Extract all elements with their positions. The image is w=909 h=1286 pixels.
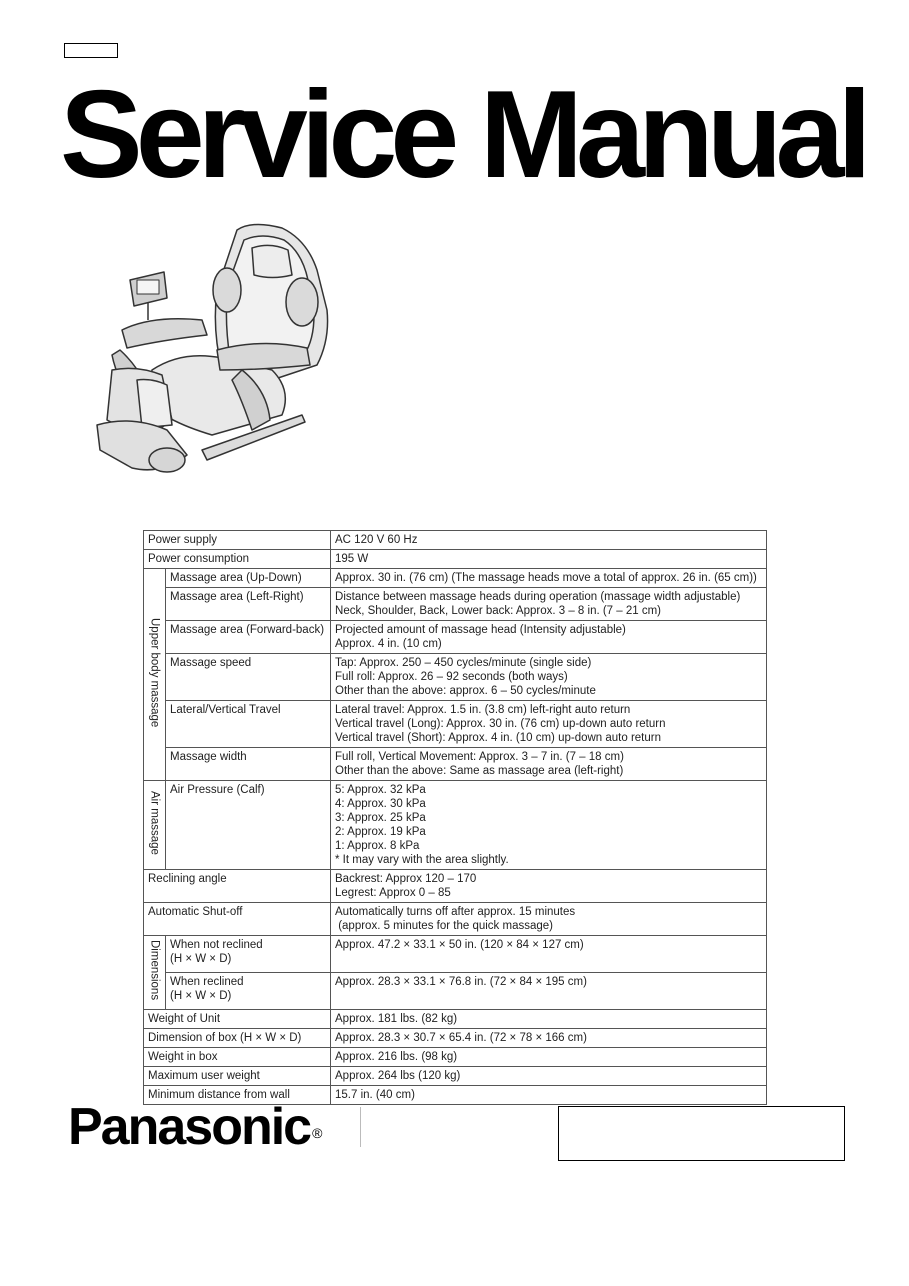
model-number-box [64, 43, 118, 58]
page-title: Service Manual [60, 66, 865, 204]
table-row [144, 903, 767, 936]
table-row [144, 1048, 767, 1067]
spec-value: Distance between massage heads during operation (massage width adjustable) Neck, Shoulder, Back, Lower back: Approx. 3 – 8 in. (7 – 21 cm) [331, 588, 767, 621]
spec-label: When not reclined (H × W × D) [166, 936, 331, 973]
table-row [144, 1067, 767, 1086]
table-row [144, 870, 767, 903]
spec-label: Air Pressure (Calf) [166, 781, 331, 870]
air-massage-group-label: Air massage [144, 781, 166, 870]
spec-value: Approx. 47.2 × 33.1 × 50 in. (120 × 84 × 127 cm) [331, 936, 767, 973]
table-row [144, 621, 767, 654]
spec-value: 5: Approx. 32 kPa 4: Approx. 30 kPa 3: Approx. 25 kPa 2: Approx. 19 kPa 1: Approx. 8 kPa * It may vary with the area slightly. [331, 781, 767, 870]
spec-value: 15.7 in. (40 cm) [331, 1086, 767, 1105]
table-row [144, 701, 767, 748]
spec-value: Approx. 30 in. (76 cm) (The massage heads move a total of approx. 26 in. (65 cm)) [331, 569, 767, 588]
spec-value: Automatically turns off after approx. 15 minutes (approx. 5 minutes for the quick massage) [331, 903, 767, 936]
spec-label: Power supply [144, 531, 331, 550]
spec-label: Dimension of box (H × W × D) [144, 1029, 331, 1048]
spec-value: Tap: Approx. 250 – 450 cycles/minute (single side) Full roll: Approx. 26 – 92 seconds (both ways) Other than the above: approx. 6 – 50 cycles/minute [331, 654, 767, 701]
spec-value: 195 W [331, 550, 767, 569]
table-row [144, 588, 767, 621]
spec-value: Approx. 181 lbs. (82 kg) [331, 1010, 767, 1029]
logo-divider [360, 1107, 361, 1147]
specifications-table [143, 530, 767, 1105]
panasonic-logo: Panasonic ® [68, 1098, 323, 1156]
dimensions-group-label: Dimensions [144, 936, 166, 1010]
order-number-box [558, 1106, 845, 1161]
table-row [144, 654, 767, 701]
table-row [144, 550, 767, 569]
table-row [144, 748, 767, 781]
table-row [144, 936, 767, 973]
spec-value: Approx. 28.3 × 30.7 × 65.4 in. (72 × 78 × 166 cm) [331, 1029, 767, 1048]
spec-label: Power consumption [144, 550, 331, 569]
spec-label: Weight of Unit [144, 1010, 331, 1029]
spec-value: Full roll, Vertical Movement: Approx. 3 – 7 in. (7 – 18 cm) Other than the above: Same as massage area (left-right) [331, 748, 767, 781]
table-row [144, 569, 767, 588]
spec-label: Massage area (Left-Right) [166, 588, 331, 621]
spec-value: Lateral travel: Approx. 1.5 in. (3.8 cm) left-right auto return Vertical travel (Long): Approx. 30 in. (76 cm) up-down auto return Vertical travel (Short): Approx. 4 in. (10 cm) up-down auto return [331, 701, 767, 748]
spec-label: Maximum user weight [144, 1067, 331, 1086]
table-row [144, 1029, 767, 1048]
spec-label: When reclined (H × W × D) [166, 973, 331, 1010]
spec-value: AC 120 V 60 Hz [331, 531, 767, 550]
spec-value: Approx. 264 lbs (120 kg) [331, 1067, 767, 1086]
massage-chair-illustration [92, 220, 337, 485]
table-row [144, 973, 767, 1010]
spec-label: Massage width [166, 748, 331, 781]
table-row [144, 781, 767, 870]
spec-value: Approx. 216 lbs. (98 kg) [331, 1048, 767, 1067]
spec-value: Backrest: Approx 120 – 170 Legrest: Approx 0 – 85 [331, 870, 767, 903]
spec-label: Massage area (Forward-back) [166, 621, 331, 654]
upper-body-group-label: Upper body massage [144, 569, 166, 781]
spec-label: Lateral/Vertical Travel [166, 701, 331, 748]
spec-value: Projected amount of massage head (Intensity adjustable) Approx. 4 in. (10 cm) [331, 621, 767, 654]
spec-label: Minimum distance from wall [144, 1086, 331, 1105]
spec-label: Automatic Shut-off [144, 903, 331, 936]
spec-label: Weight in box [144, 1048, 331, 1067]
table-row [144, 531, 767, 550]
spec-label: Massage speed [166, 654, 331, 701]
spec-label: Reclining angle [144, 870, 331, 903]
spec-value: Approx. 28.3 × 33.1 × 76.8 in. (72 × 84 × 195 cm) [331, 973, 767, 1010]
table-row [144, 1010, 767, 1029]
spec-label: Massage area (Up-Down) [166, 569, 331, 588]
